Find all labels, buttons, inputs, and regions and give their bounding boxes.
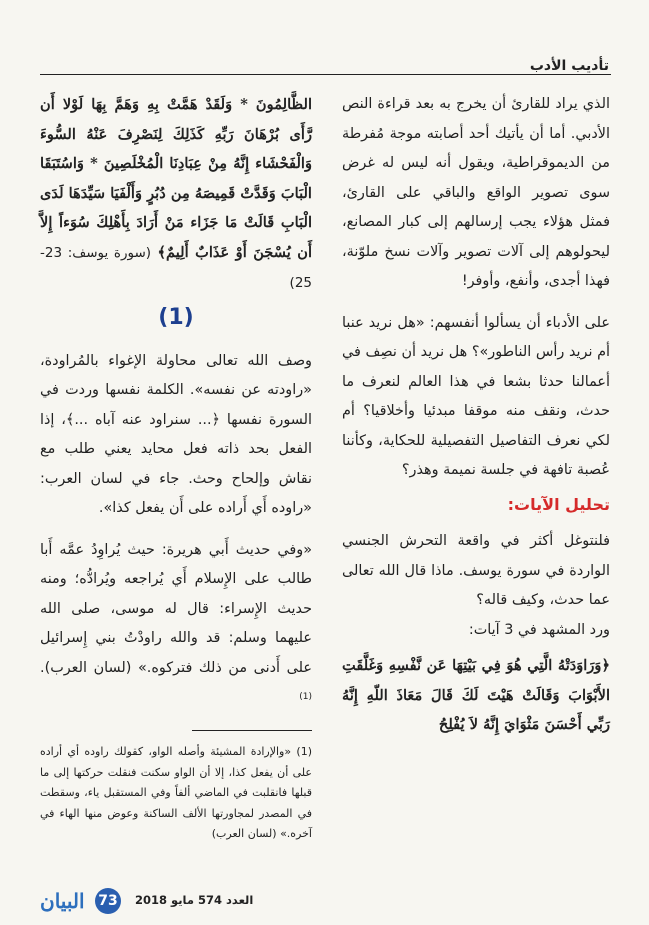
footnote-separator [192,730,312,731]
page-footer [40,888,320,914]
section-title: تأديب الأدب [529,58,609,74]
right-column [342,90,610,740]
right-paragraph-2: على الأدباء أن يسألوا أنفسهم: «هل نريد عنبا أم نريد رأس الناطور»؟ هل نريد أن نصِف في أعمالنا حدثا بشعا في هذا العالم لنعرف ما حدث، ونقف منه موقفا مبدئيا وأخلاقيا؟ أم لكي نعرف التفاصيل التفصيلية للحكاية، وكأننا عُصبة تافهة في جلسة نميمة وهذر؟ [342,314,610,478]
magazine-logo [40,888,90,914]
right-paragraph-3: فلنتوغل أكثر في واقعة التحرش الجنسي الواردة في سورة يوسف. ماذا قال الله تعالى عما حدث، وكيف قاله؟ [342,533,610,608]
footnote-marker: (1) [299,692,312,702]
page-number: 73 [95,888,121,914]
header-rule [40,74,611,75]
logo-text: البيان [40,889,85,913]
right-paragraph-4: ورد المشهد في 3 آيات: [468,621,610,638]
quran-verse-start: ﴿وَرَاوَدَتْهُ الَّتِي هُوَ فِي بَيْتِهَا عَن نَّفْسِهِ وَغَلَّقَتِ الأَبْوَابَ وَقَالَتْ هَيْتَ لَكَ قَالَ مَعَاذَ اللّهِ إِنَّهُ رَبِّي أَحْسَنَ مَثْوَايَ إِنَّهُ لاَ يُفْلِحُ [342,657,610,733]
reference-number: (1) [158,304,194,330]
right-paragraph-1: الذي يراد للقارئ أن يخرج به بعد قراءة النص الأدبي. أما أن يأتيك أحد أصابته موجة مُفرطة من الديموقراطية، ويقول أنه ليس له غرض سوى تصوير الواقع والباقي على القارئ، فمثل هؤلاء يجب إرسالهم إلى كبار المصانع، ليحولوهم إلى آلات تصوير وآلات نسخ ملوّنة، فهذا أجدى، وأنفع، وأوفر! [342,96,610,289]
left-column [40,90,312,856]
left-paragraph-1: وصف الله تعالى محاولة الإغواء بالمُراودة، «راودته عن نفسه». الكلمة نفسها وردت في السورة نفسها ﴿... سنراود عنه آباه ...﴾، إذا الفعل بحد ذاته فعل محايد يعني طلب مع نقاش وإلحاح وحث. جاء في لسان العرب: «راوده أَي أَراده على أَن يفعل كذا». [40,352,312,516]
verse-reference: (سورة يوسف: 23-25) [40,244,312,291]
issue-info: العدد 574 مايو 2018 [135,893,254,907]
quran-verse-end [40,90,312,299]
quran-verse-text: الظَّالِمُونَ * وَلَقَدْ هَمَّتْ بِهِ وَهَمَّ بِهَا لَوْلا أَن رَّأَى بُرْهَانَ رَبِّهِ كَذَلِكَ لِنَصْرِفَ عَنْهُ السُّوءَ وَالْفَحْشَاء إِنَّهُ مِنْ عِبَادِنَا الْمُخْلَصِينَ * وَاسُتَبَقَا الْبَابَ وَقَدَّتْ قَمِيصَهُ مِن دُبُرٍ وَأَلْفَيَا سَيِّدَهَا لَدَى الْبَابِ قَالَتْ مَا جَزَاء مَنْ أَرَادَ بِأَهْلِكَ سُوَءاً إِلاَّ أَن يُسْجَنَ أَوْ عَذَابٌ أَلِيمٌ﴾ [40,96,312,261]
section-heading: تحليل الآيات: [507,494,610,514]
left-paragraph-2-text: «وفي حديث أَبي هريرة: حيث يُراوِدُ عمَّه أَبا طالب على الإِسلام أَي يُراجعه ويُرادُّه؛ ومنه حديث الإِسراء: قال له موسى، صلى الله عليهما وسلم: قد والله راودْتُ بني إِسرائيل على أَدنى من ذلك فتركوه.» (لسان العرب). [40,541,312,676]
left-paragraph-2 [40,536,312,717]
footnote: (1) «والإرادة المشيئة وأصله الواو، كقولك راوده أي أراده على أن يفعل كذا، إلا أن الواو سكنت فنقلت حركتها إلى ما قبلها فانقلبت في الماضي ألفاً وفي المستقبل ياء، وسقطت في المصدر لمجاورتها الألف الساكنة وعوض منها الهاء في آخره.» (لسان العرب) [40,745,312,841]
